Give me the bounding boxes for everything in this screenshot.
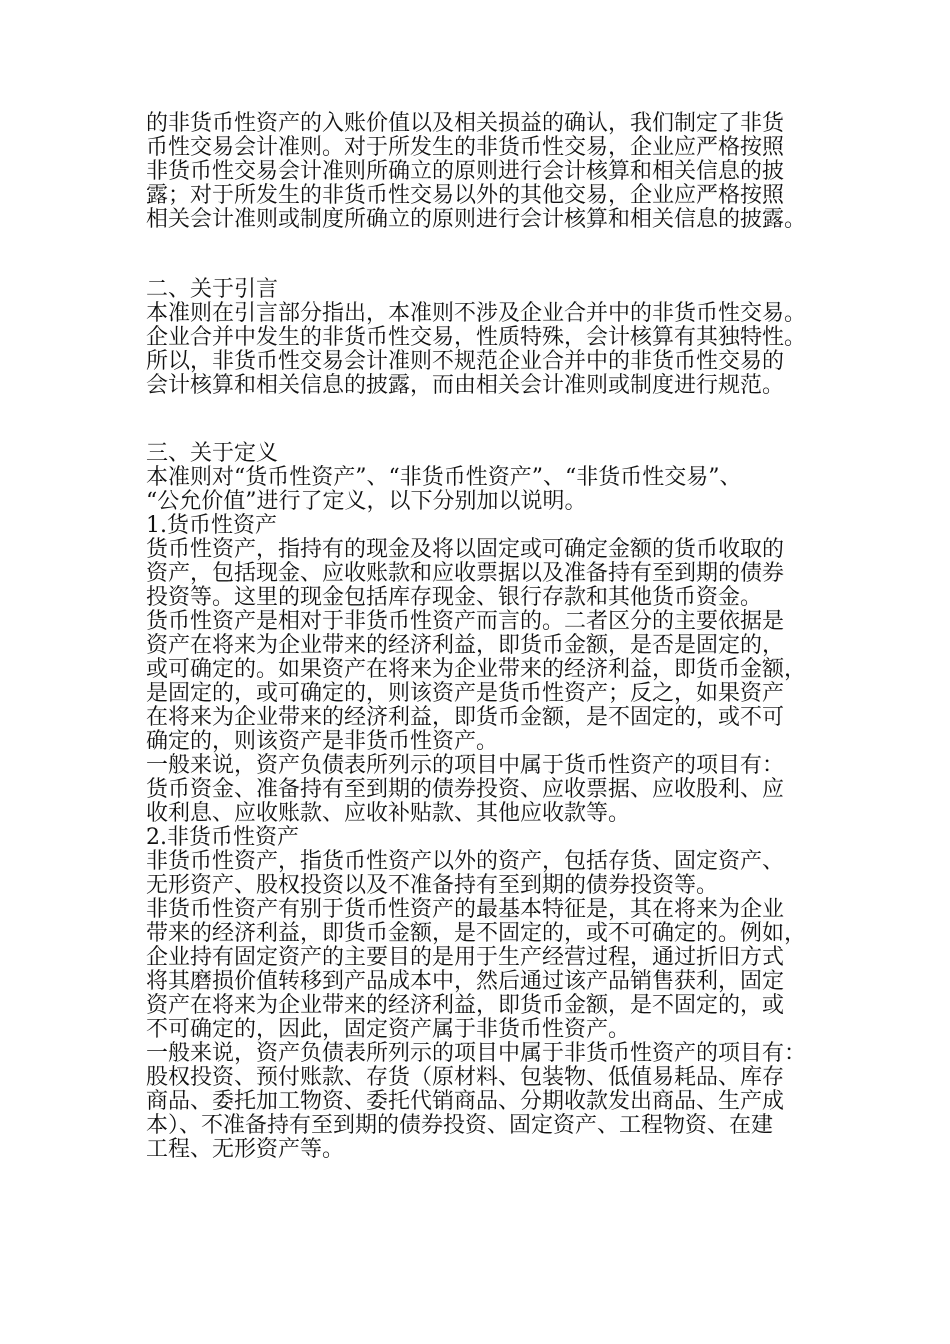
text-line: 所以，非货币性交易会计准则不规范企业合并中的非货币性交易的 bbox=[146, 349, 785, 374]
text-line: 确定的，则该资产是非货币性资产。 bbox=[146, 729, 499, 754]
text-line: 资产在将来为企业带来的经济利益，即货币金额，是不固定的，或 bbox=[146, 993, 785, 1018]
intro-paragraph bbox=[146, 112, 814, 232]
text-line: 币性交易会计准则。对于所发生的非货币性交易，企业应严格按照 bbox=[146, 135, 785, 160]
text-line: 收利息、应收账款、应收补贴款、其他应收款等。 bbox=[146, 801, 631, 826]
text-line: 工程、无形资产等。 bbox=[146, 1137, 345, 1162]
text-line: 资产，包括现金、应收账款和应收票据以及准备持有至到期的债券 bbox=[146, 561, 785, 586]
spacer bbox=[146, 398, 814, 442]
section-definitions bbox=[146, 442, 814, 1162]
text-line: 一般来说，资产负债表所列示的项目中属于货币性资产的项目有： bbox=[146, 753, 785, 778]
text-line: 非货币性资产，指货币性资产以外的资产，包括存货、固定资产、 bbox=[146, 849, 785, 874]
subsection-non-monetary-assets bbox=[146, 826, 814, 1162]
text-line: 是固定的，或可确定的，则该资产是货币性资产；反之，如果资产 bbox=[146, 681, 785, 706]
text-line: 投资等。这里的现金包括库存现金、银行存款和其他货币资金。 bbox=[146, 585, 763, 610]
spacer bbox=[146, 232, 814, 278]
subsection-heading: 2.非货币性资产 bbox=[146, 825, 299, 850]
section-heading: 三、关于定义 bbox=[146, 441, 279, 466]
text-line: 货币性资产，指持有的现金及将以固定或可确定金额的货币收取的 bbox=[146, 537, 785, 562]
text-line: 非货币性交易会计准则所确立的原则进行会计核算和相关信息的披 bbox=[146, 159, 785, 184]
text-line: 的非货币性资产的入账价值以及相关损益的确认，我们制定了非货 bbox=[146, 111, 785, 136]
text-line: 会计核算和相关信息的披露，而由相关会计准则或制度进行规范。 bbox=[146, 373, 785, 398]
text-line: “公允价值”进行了定义，以下分别加以说明。 bbox=[146, 489, 587, 514]
text-line: 资产在将来为企业带来的经济利益，即货币金额，是否是固定的， bbox=[146, 633, 785, 658]
section-heading: 二、关于引言 bbox=[146, 277, 279, 302]
text-line: 货币性资产是相对于非货币性资产而言的。二者区分的主要依据是 bbox=[146, 609, 785, 634]
text-line: 无形资产、股权投资以及不准备持有至到期的债券投资等。 bbox=[146, 873, 719, 898]
text-line: 货币资金、准备持有至到期的债券投资、应收票据、应收股利、应 bbox=[146, 777, 785, 802]
text-line: 将其磨损价值转移到产品成本中，然后通过该产品销售获利，固定 bbox=[146, 969, 785, 994]
text-line: 一般来说，资产负债表所列示的项目中属于非货币性资产的项目有： bbox=[146, 1041, 807, 1066]
text-line: 本准则对“货币性资产”、“非货币性资产”、“非货币性交易”、 bbox=[146, 465, 742, 490]
text-line: 股权投资、预付账款、存货（原材料、包装物、低值易耗品、库存 bbox=[146, 1065, 785, 1090]
text-line: 相关会计准则或制度所确立的原则进行会计核算和相关信息的披露。 bbox=[146, 207, 807, 232]
text-line: 本）、不准备持有至到期的债券投资、固定资产、工程物资、在建 bbox=[146, 1113, 774, 1138]
text-line: 非货币性资产有别于货币性资产的最基本特征是，其在将来为企业 bbox=[146, 897, 785, 922]
text-line: 带来的经济利益，即货币金额，是不固定的，或不可确定的。例如， bbox=[146, 921, 807, 946]
subsection-monetary-assets bbox=[146, 514, 814, 826]
text-line: 本准则在引言部分指出，本准则不涉及企业合并中的非货币性交易。 bbox=[146, 301, 807, 326]
text-line: 商品、委托加工物资、委托代销商品、分期收款发出商品、生产成 bbox=[146, 1089, 785, 1114]
subsection-heading: 1.货币性资产 bbox=[146, 513, 277, 538]
document-page bbox=[146, 112, 814, 1162]
text-line: 或可确定的。如果资产在将来为企业带来的经济利益，即货币金额， bbox=[146, 657, 807, 682]
text-line: 不可确定的，因此，固定资产属于非货币性资产。 bbox=[146, 1017, 631, 1042]
text-line: 企业持有固定资产的主要目的是用于生产经营过程，通过折旧方式 bbox=[146, 945, 785, 970]
text-line: 企业合并中发生的非货币性交易，性质特殊，会计核算有其独特性。 bbox=[146, 325, 807, 350]
text-line: 露；对于所发生的非货币性交易以外的其他交易，企业应严格按照 bbox=[146, 183, 785, 208]
text-line: 在将来为企业带来的经济利益，即货币金额，是不固定的，或不可 bbox=[146, 705, 785, 730]
section-introduction bbox=[146, 278, 814, 398]
